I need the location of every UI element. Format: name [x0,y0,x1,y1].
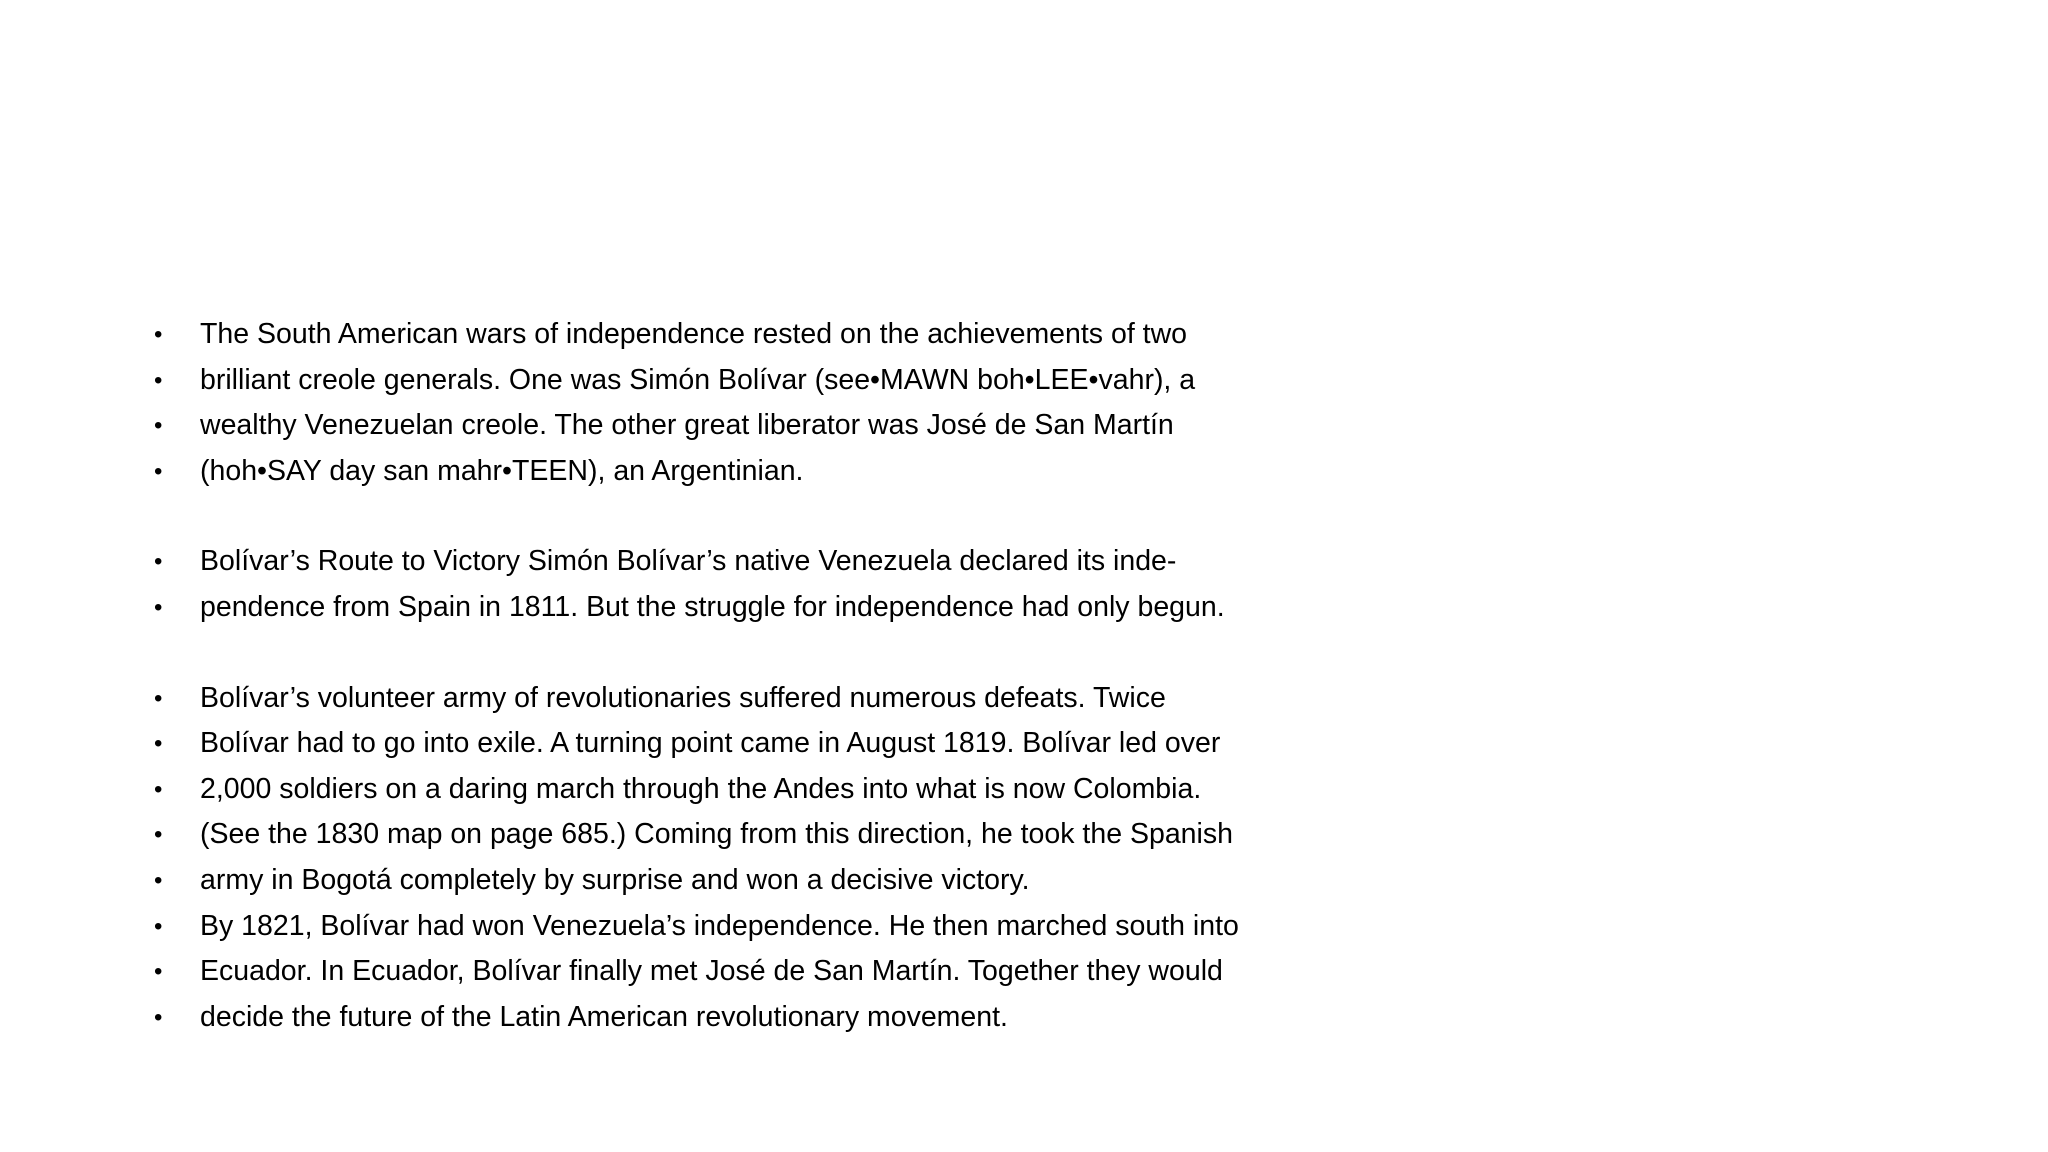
bullet-text: Bolívar’s Route to Victory Simón Bolívar’s native Venezuela declared its inde- [200,545,1177,578]
bullet-line [150,358,1350,404]
bullet-icon: • [154,912,163,940]
bullet-text: wealthy Venezuelan creole. The other great liberator was José de San Martín [200,409,1174,442]
bullet-line [150,676,1350,722]
bullet-text: brilliant creole generals. One was Simón Bolívar (see•MAWN boh•LEE•vahr), a [200,363,1196,396]
bullet-icon: • [154,1003,163,1031]
bullet-text: By 1821, Bolívar had won Venezuela’s independence. He then marched south into [200,909,1239,942]
bullet-group-3 [150,676,1350,1041]
bullet-text: 2,000 soldiers on a daring march through the Andes into what is now Colombia. [200,772,1202,805]
bullet-icon: • [154,958,163,986]
bullet-line [150,904,1350,950]
bullet-icon: • [154,775,163,803]
bullet-text: Bolívar’s volunteer army of revolutionaries suffered numerous defeats. Twice [200,681,1166,714]
bullet-line [150,449,1350,495]
bullet-icon: • [154,730,163,758]
bullet-icon: • [154,366,163,394]
bullet-line [150,721,1350,767]
bullet-icon: • [154,412,163,440]
bullet-text: Ecuador. In Ecuador, Bolívar finally met José de San Martín. Together they would [200,955,1223,988]
bullet-line [150,858,1350,904]
bullet-line [150,585,1350,631]
bullet-line [150,312,1350,358]
bullet-text: Bolívar had to go into exile. A turning point came in August 1819. Bolívar led over [200,727,1221,760]
bullet-line [150,812,1350,858]
bullet-text: army in Bogotá completely by surprise and won a decisive victory. [200,863,1030,896]
bullet-line [150,403,1350,449]
bullet-text: (See the 1830 map on page 685.) Coming from this direction, he took the Spanish [200,818,1233,851]
bullet-text: The South American wars of independence rested on the achievements of two [200,318,1188,350]
bullet-icon: • [154,321,163,348]
bullet-icon: • [154,821,163,849]
bullet-icon: • [154,866,163,894]
slide-body [150,312,1350,1085]
bullet-line [150,949,1350,995]
bullet-text: (hoh•SAY day san mahr•TEEN), an Argentinian. [200,454,804,487]
bullet-line [150,539,1350,585]
bullet-group-1 [150,312,1350,494]
bullet-line [150,767,1350,813]
bullet-line [150,995,1350,1041]
bullet-icon: • [154,684,163,712]
bullet-icon: • [154,457,163,485]
bullet-text: decide the future of the Latin American revolutionary movement. [200,1000,1008,1033]
bullet-icon: • [154,548,163,576]
bullet-icon: • [154,593,163,621]
bullet-group-2 [150,539,1350,630]
bullet-text: pendence from Spain in 1811. But the struggle for independence had only begun. [200,590,1225,623]
